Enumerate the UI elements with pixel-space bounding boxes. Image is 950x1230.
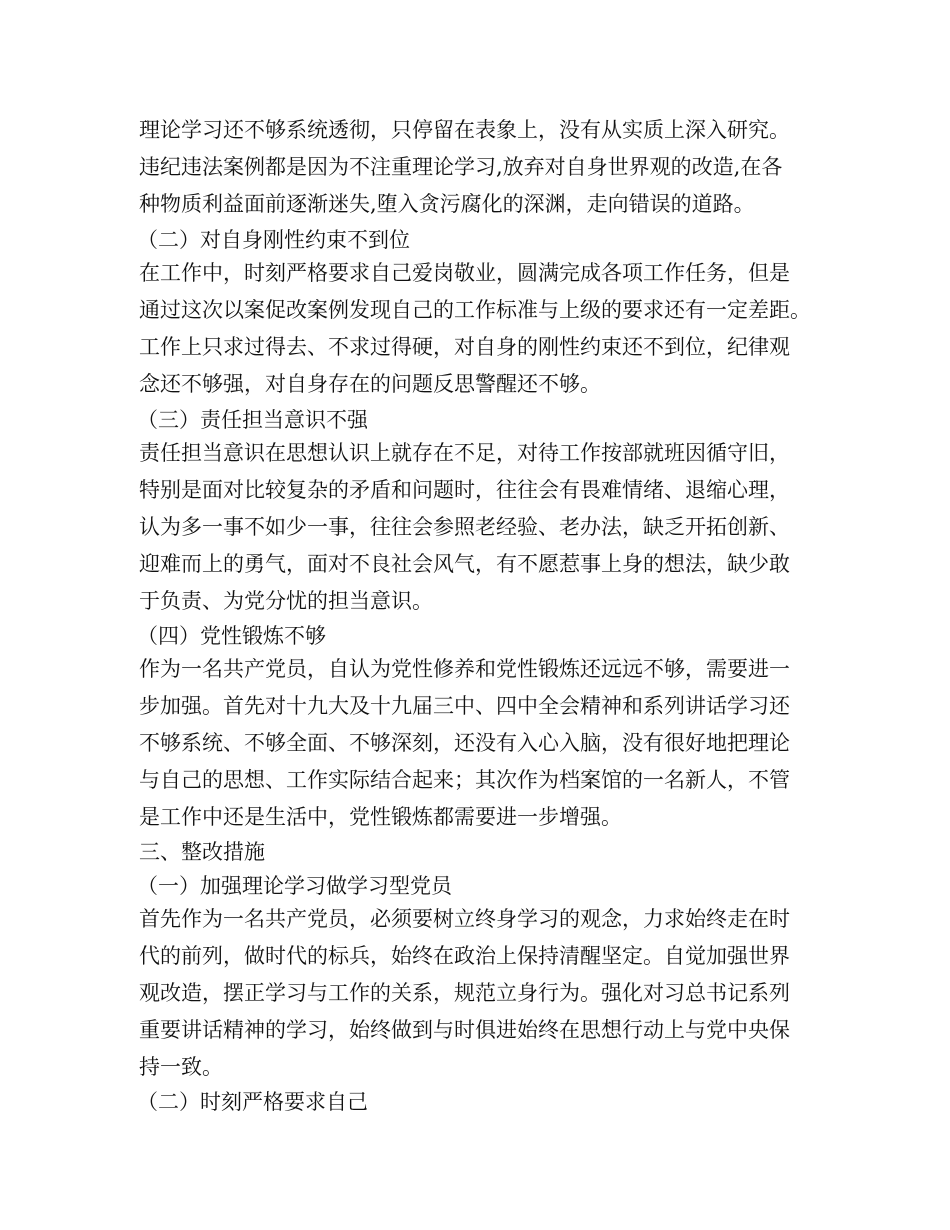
text-line: 念还不够强，对自身存在的问题反思警醒还不够。 <box>139 372 601 396</box>
section-heading: 三、整改措施 <box>139 840 265 864</box>
text-line: 是工作中还是生活中，党性锻炼都需要进一步增强。 <box>139 805 622 829</box>
text-line: 工作上只求过得去、不求过得硬，对自身的刚性约束还不到位，纪律观 <box>139 335 790 359</box>
section-heading: （三）责任担当意识不强 <box>137 408 368 432</box>
text-line: 在工作中，时刻严格要求自己爱岗敬业，圆满完成各项工作任务，但是 <box>139 261 790 285</box>
text-line: 理论学习还不够系统透彻，只停留在表象上，没有从实质上深入研究。 <box>139 118 790 142</box>
text-line: 首先作为一名共产党员，必须要树立终身学习的观念，力求始终走在时 <box>139 907 790 931</box>
text-line: 认为多一事不如少一事，往往会参照老经验、老办法，缺乏开拓创新、 <box>139 515 790 539</box>
text-line: 特别是面对比较复杂的矛盾和问题时，往往会有畏难情绪、退缩心理， <box>139 478 790 502</box>
section-heading: （二）对自身刚性约束不到位 <box>137 228 410 252</box>
text-line: 违纪违法案例都是因为不注重理论学习,放弃对自身世界观的改造,在各 <box>139 155 783 179</box>
text-line: 不够系统、不够全面、不够深刻，还没有入心入脑，没有很好地把理论 <box>139 731 790 755</box>
section-heading: （二）时刻严格要求自己 <box>137 1090 368 1114</box>
text-line: 于负责、为党分忧的担当意识。 <box>139 589 433 613</box>
text-line: 重要讲话精神的学习，始终做到与时俱进始终在思想行动上与党中央保 <box>139 1018 790 1042</box>
text-line: 与自己的思想、工作实际结合起来；其次作为档案馆的一名新人，不管 <box>139 768 790 792</box>
section-heading: （一）加强理论学习做学习型党员 <box>137 874 452 898</box>
text-line: 代的前列，做时代的标兵，始终在政治上保持清醒坚定。自觉加强世界 <box>139 944 790 968</box>
section-heading: （四）党性锻炼不够 <box>137 624 326 648</box>
text-line: 步加强。首先对十九大及十九届三中、四中全会精神和系列讲话学习还 <box>139 694 790 718</box>
text-line: 持一致。 <box>139 1055 223 1079</box>
text-line: 责任担当意识在思想认识上就存在不足，对待工作按部就班因循守旧， <box>139 441 790 465</box>
text-line: 种物质利益面前逐渐迷失,堕入贪污腐化的深渊，走向错误的道路。 <box>139 192 755 216</box>
text-line: 迎难而上的勇气，面对不良社会风气，有不愿惹事上身的想法，缺少敢 <box>139 552 790 576</box>
text-line: 通过这次以案促改案例发现自己的工作标准与上级的要求还有一定差距。 <box>139 298 811 322</box>
text-line: 作为一名共产党员，自认为党性修养和党性锻炼还远远不够，需要进一 <box>139 657 790 681</box>
text-line: 观改造，摆正学习与工作的关系，规范立身行为。强化对习总书记系列 <box>139 981 790 1005</box>
